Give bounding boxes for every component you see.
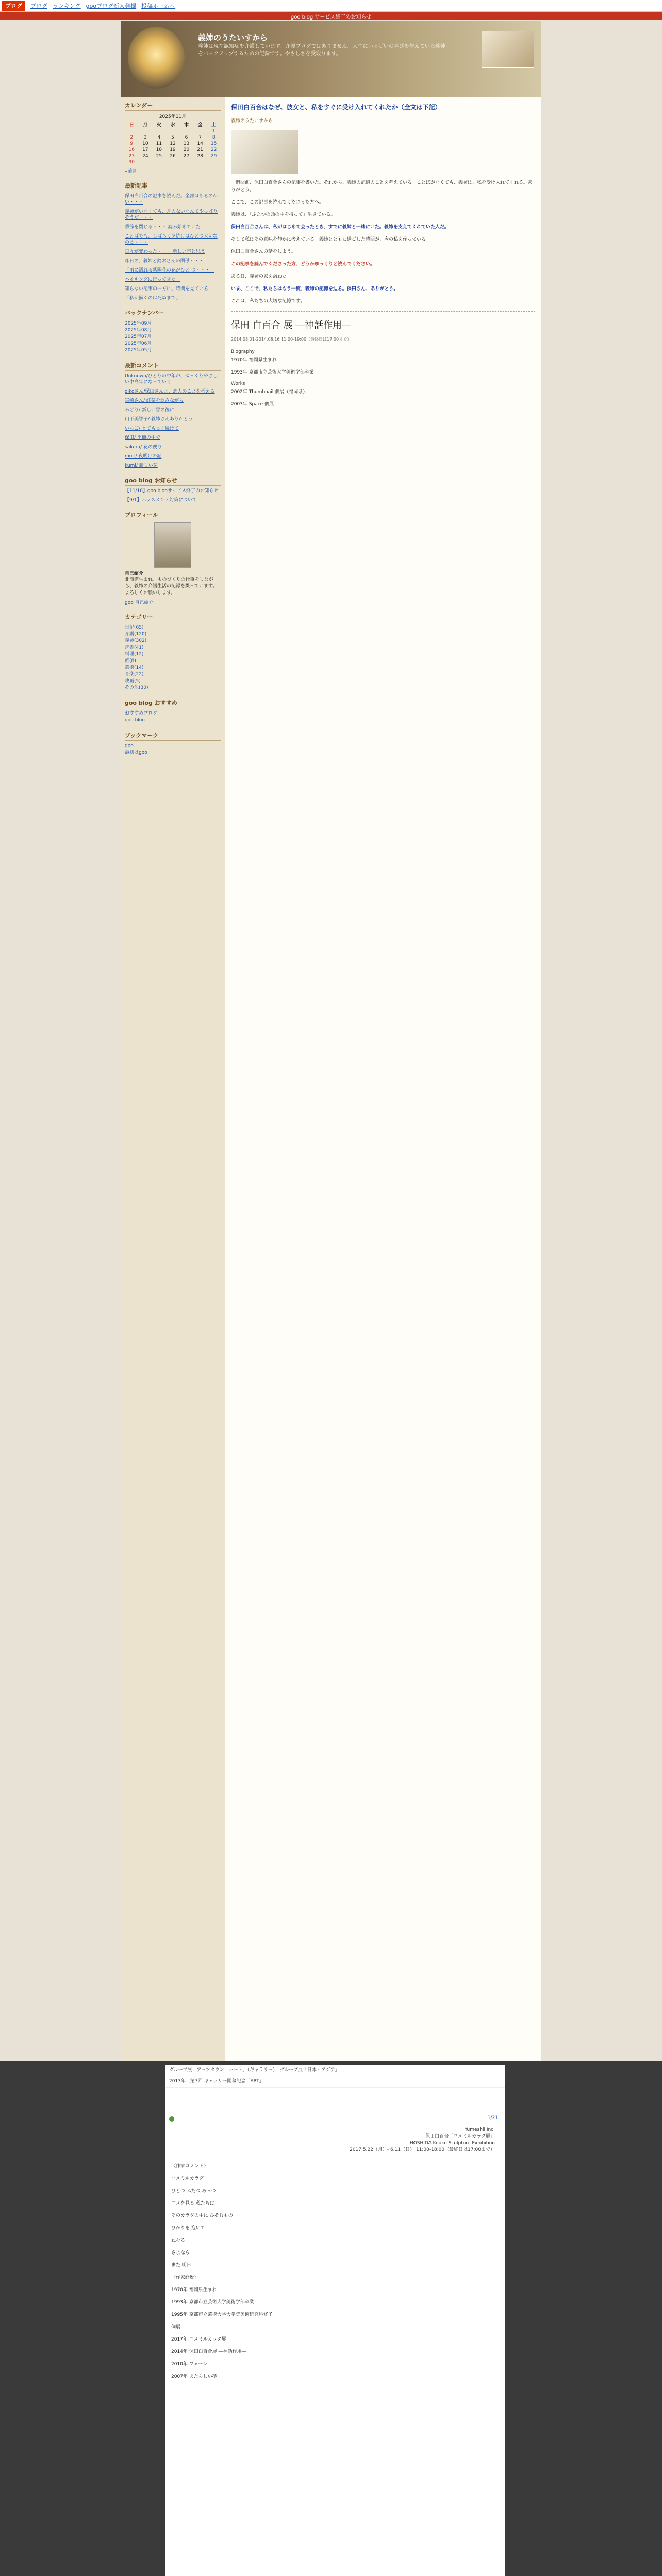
profile-line: 1993年 京都市立芸術大学美術学部卒業 [171,2300,254,2305]
cal-day [166,128,180,134]
cal-day-header: 土 [211,123,217,128]
category-link[interactable]: 芸術(14) [125,665,144,670]
doc-meta-line: HOSHIDA Kouko Sculpture Exhibition [409,2141,495,2146]
recent-post-link[interactable]: ハイキングに行ってきた。 [125,277,180,282]
post-highlight-blue: 保田白百合さんは、私がはじめて会ったとき、すでに義姉と一緒にいた。義姉を支えてくれていた人だ。 [231,225,449,230]
doc-status-icon [169,2116,174,2122]
cal-day: 18 [156,147,162,152]
cal-day: 27 [183,154,190,159]
archive-box [125,309,221,354]
header-photo [482,31,534,68]
comment-link[interactable]: mori/ 夜明けの記 [125,454,162,459]
blog-description: 義姉は現在認知症を介護しています。介護ブログではありません。人生にいっぱいの喜びを与えていた義姉をバックアップするための記録です。やさしさを受取ります。 [198,44,445,57]
cal-day: 9 [130,141,134,146]
poem-line: ねむる [171,2238,186,2243]
cal-day: 8 [212,135,216,140]
cal-day [179,159,193,165]
calendar-heading: カレンダー [125,101,221,111]
profile-edit-link[interactable]: goo 自己紹介 [125,600,154,605]
exhibition-line: 2010年 フェーレ [171,2362,208,2367]
cal-day: 14 [197,141,203,146]
post-paragraph: 一週間前、保田白百合さんの記事を書いた。それから、義姉の記憶のことを考えている。ことばがなくても、義姉は、私を受け入れてくれる。ありがとう。 [231,180,533,193]
cal-day [139,159,153,165]
comment-link[interactable]: oikoさん/保田さんと、恋人のことを考える [125,389,215,394]
category-link[interactable]: 読書(41) [125,645,144,650]
poem-line: ユメミルカラダ [171,2176,204,2181]
comments-heading: 最新コメント [125,361,221,371]
post-category[interactable]: 義姉のうたいすから [231,118,273,124]
recent-post-link[interactable]: 「雨に濡れる紫陽花の花がひと つ・・・」 [125,268,214,273]
works-line: 2002年 Thumbnail 個展（福岡県） [231,389,308,395]
archive-heading: バックナンバー [125,309,221,318]
profile-line: 1970年 福岡県生まれ [171,2287,217,2293]
cal-day [179,128,193,134]
cal-day [152,128,166,134]
doc-poem [171,2163,273,2385]
post-paragraph: 義姉は、「ふたつの頭の中を持って」生きている。 [231,212,336,217]
poem-line: ユメを見る 私たちは [171,2201,214,2206]
calendar-table [125,121,221,165]
works-line: 2003年 Space 個展 [231,402,274,407]
poem-line: さよなら [171,2250,190,2256]
bookmark-box [125,731,221,756]
comment-link[interactable]: sakura/ 花の便り [125,445,162,450]
notice-heading: goo blog お知らせ [125,476,221,486]
poem-line: ひかりを 抱いて [171,2226,205,2231]
cal-day: 1 [212,129,216,134]
post-paragraph: ある日、義姉の家を訪ねた。 [231,274,292,279]
cal-day: 2 [130,135,134,140]
recent-post-link[interactable]: ことばでも、しばらく夕焼けはひとつ大切なのは・・・ [125,234,218,245]
embedded-document-area [0,2061,662,2576]
service-notice-bar[interactable] [0,12,662,20]
cal-day: 13 [183,141,190,146]
cal-day: 20 [183,147,190,152]
sidebar [121,97,225,2061]
category-link[interactable]: 映画(5) [125,679,141,684]
calendar-prev-link[interactable]: «前月 [125,169,137,174]
doc-meta-line: 2017.5.22（月）- 6.11（日） 11:00-18:00（最終日は17:00まで） [350,2147,495,2153]
comment-link[interactable]: kumi/ 新しい芽 [125,463,158,468]
notice-link[interactable]: 【9/1】ハラスメント対策について [125,498,197,503]
doc-meta [320,2127,495,2154]
blog-container [121,21,541,2061]
recent-post-link[interactable]: 季節を閉じる・・・ 読み始めていた [125,225,201,230]
cal-day: 24 [142,154,148,159]
poem-line: また 明日 [171,2263,191,2268]
post-highlight-red: この記事を読んでくださった方、どうかゆっくりと読んでください。 [231,262,375,267]
doc-meta-line: Yumeshii Inc. [465,2127,495,2132]
cal-day-header: 日 [129,123,134,128]
comment-link[interactable]: 山下美智子/ 義姉さんありがとう [125,417,193,422]
post-title-text[interactable]: 保田白百合はなぜ、彼女と、私をすぐに受け入れてくれたか（全文は下記） [231,104,441,111]
cal-day: 10 [142,141,148,146]
category-box [125,613,221,691]
cal-day [139,128,153,134]
recommend-link[interactable]: goo blog [125,718,145,723]
biography-heading: Biography [231,349,255,354]
poem-line: ひとつ ふたつ みっつ [171,2189,216,2194]
exhibition-line: 2014年 保田白百合展 ―神話作用― [171,2349,246,2354]
archive-link[interactable]: 2025年08月 [125,328,152,333]
post-paragraph: 保田白百合さんの話をしよう。 [231,249,296,255]
cal-day: 16 [128,147,135,152]
recent-posts-box [125,181,221,301]
exhibition-line: 2007年 あたらしい夢 [171,2374,217,2379]
recent-posts-heading: 最新記事 [125,181,221,191]
top-link-ranking[interactable]: ランキング [53,3,81,9]
blog-title[interactable]: 義姉のうたいすから [198,33,268,42]
category-link[interactable]: 日記(65) [125,625,144,630]
category-link[interactable]: 旅(8) [125,658,136,664]
top-link-newcomer[interactable]: gooブログ新人発掘 [86,3,137,9]
cal-day: 3 [143,135,147,140]
cal-day: 25 [156,154,162,159]
calendar-box [125,101,221,174]
cal-day [207,159,221,165]
browser-top-bar [0,0,662,12]
top-link-post-home[interactable]: 投稿ホームへ [141,3,176,9]
comment-link[interactable]: いちご/ とても長く続けて [125,426,179,431]
notice-box [125,476,221,503]
service-notice-text[interactable]: goo blog サービス終了のお知らせ [290,14,372,20]
calendar-month: 2025年11月 [159,114,187,120]
category-link[interactable]: 義姉(302) [125,638,147,643]
category-heading: カテゴリー [125,613,221,622]
poem-title: 〈作家コメント〉 [171,2164,209,2169]
recent-post-link[interactable]: 保田白百合の記事を読んだ。全部はあるのかい・・・ [125,194,218,205]
profile-label: 自己紹介 [125,571,144,577]
recommend-link[interactable]: おすすめブログ [125,711,158,716]
cal-day-header: 火 [156,123,161,128]
bookmark-link[interactable]: 最初はgoo [125,750,147,755]
top-link-blog[interactable]: ブログ [30,3,47,9]
blog-header [121,21,541,97]
category-link[interactable]: 介護(120) [125,632,147,637]
cal-day [125,128,139,134]
recent-post-link[interactable]: 昨日の、義姉と鈴木さんの関係・・・ [125,259,204,264]
category-link[interactable]: その他(30) [125,685,148,690]
cal-day: 4 [157,135,161,140]
doc-nav-line: グループ展 アーツタウン「ハート」（ギャラリー） グループ展「日本・アジア」 [165,2065,505,2076]
cal-day: 22 [210,147,217,152]
divider [231,311,535,312]
cal-day: 21 [197,147,203,152]
doc-meta-line: 保田白百合「ユメミルカラダ展」 [425,2134,495,2139]
works-heading: Works [231,381,245,386]
cal-day: 6 [185,135,188,140]
recommend-box [125,699,221,724]
exhibition-line: 2017年 ユメミルカラダ展 [171,2337,226,2342]
header-candle-image [128,27,185,89]
exhibition-dates: 2014.08.01-2014.08.16 11:00-19:00（最終日は17:00まで） [231,337,352,342]
cal-day: 28 [197,154,203,159]
post-paragraph: そして私はその意味を静かに考えている。義姉とともに過ごした時間が、今の私を作っている。 [231,237,431,242]
cal-day: 5 [171,135,174,140]
cal-day: 26 [170,154,176,159]
archive-link[interactable]: 2025年09月 [125,321,152,326]
post-paragraph: これは、私たちの大切な記憶です。 [231,299,305,304]
cal-day: 12 [170,141,176,146]
recent-post-link[interactable]: 義姉がいなくても、月のないなんてやっぱりそうだ・・・ [125,209,218,221]
comments-box [125,361,221,469]
profile-text: 北海道生まれ、ものづくりの仕事をしながら、義姉の介護生活の記録を綴っています。よろしくお願いします。 [125,577,218,596]
cal-day [152,159,166,165]
recommend-heading: goo blog おすすめ [125,699,221,708]
comment-link[interactable]: みどり/ 新しい雪の後に [125,408,174,413]
poem-line: そのカラダの中に ひそむもの [171,2213,233,2218]
category-link[interactable]: 料理(12) [125,652,144,657]
document-page [165,2065,505,2576]
cal-day: 17 [142,147,148,152]
doc-pager[interactable]: 1/21 [487,2115,498,2121]
bookmark-heading: ブックマーク [125,731,221,741]
biography-line: 1993年 京都市立芸術大学美術学部卒業 [231,370,314,375]
exhibition-title: 保田 白百合 展 ―神話作用― [231,320,352,331]
post-title[interactable] [231,103,535,112]
avatar [154,522,191,568]
category-link[interactable]: 音楽(22) [125,672,144,677]
cal-day: 15 [210,141,217,146]
cal-day [193,128,207,134]
notice-link[interactable]: 【11/18】goo blogサービス終了のお知らせ [125,488,219,494]
comment-link[interactable]: Unknown/ひとりの中年が、ゆっくりやさしい中高年になっていく [125,374,218,385]
comment-link[interactable]: 保田/ 季節の中で [125,435,160,440]
cal-day: 19 [170,147,176,152]
archive-link[interactable]: 2025年06月 [125,341,152,346]
cal-day-header: 金 [197,123,203,128]
cal-day: 7 [198,135,202,140]
exhibitions-title: 個展 [171,2325,181,2330]
cal-day: 29 [210,154,217,159]
recent-post-link[interactable]: 知らない記事の一方に、時間を見ている [125,286,209,292]
cal-day [166,159,180,165]
profile-line: 1995年 京都市立芸術大学大学院美術研究科修了 [171,2312,273,2317]
post-photo [231,130,298,174]
profile-heading: プロフィール [125,511,221,520]
archive-link[interactable]: 2025年07月 [125,334,152,340]
cal-day: 11 [156,141,162,146]
bookmark-link[interactable]: goo [125,743,134,749]
profile-title: 〈作家経歴〉 [171,2275,200,2280]
cal-day-header: 水 [170,123,175,128]
comment-link[interactable]: 宮崎さん/ 紅茶を飲みながら [125,398,184,403]
cal-day-header: 木 [184,123,189,128]
recent-post-link[interactable]: 日々が変わった・・・ 新しい年と思う [125,249,205,255]
cal-day: 30 [128,160,135,165]
cal-day: 23 [128,154,135,159]
biography-line: 1970年 福岡県生まれ [231,358,277,363]
archive-link[interactable]: 2025年05月 [125,348,152,353]
goo-logo[interactable]: ブログ [2,1,25,11]
cal-day [193,159,207,165]
main-content [231,103,535,413]
cal-day-header: 月 [143,123,148,128]
doc-nav-line: 2013年 第7回 ギャラリー開幕記念「ART」 [165,2076,505,2088]
post-highlight-blue: いま、ここで、私たちはもう一度、義姉の記憶を辿る。保田さん、ありがとう。 [231,286,399,292]
recent-post-link[interactable]: 「私が描くのは死ぬまで」 [125,296,181,301]
profile-box [125,511,221,605]
post-paragraph: ここで、この記事を読んでくださった方へ。 [231,200,324,205]
